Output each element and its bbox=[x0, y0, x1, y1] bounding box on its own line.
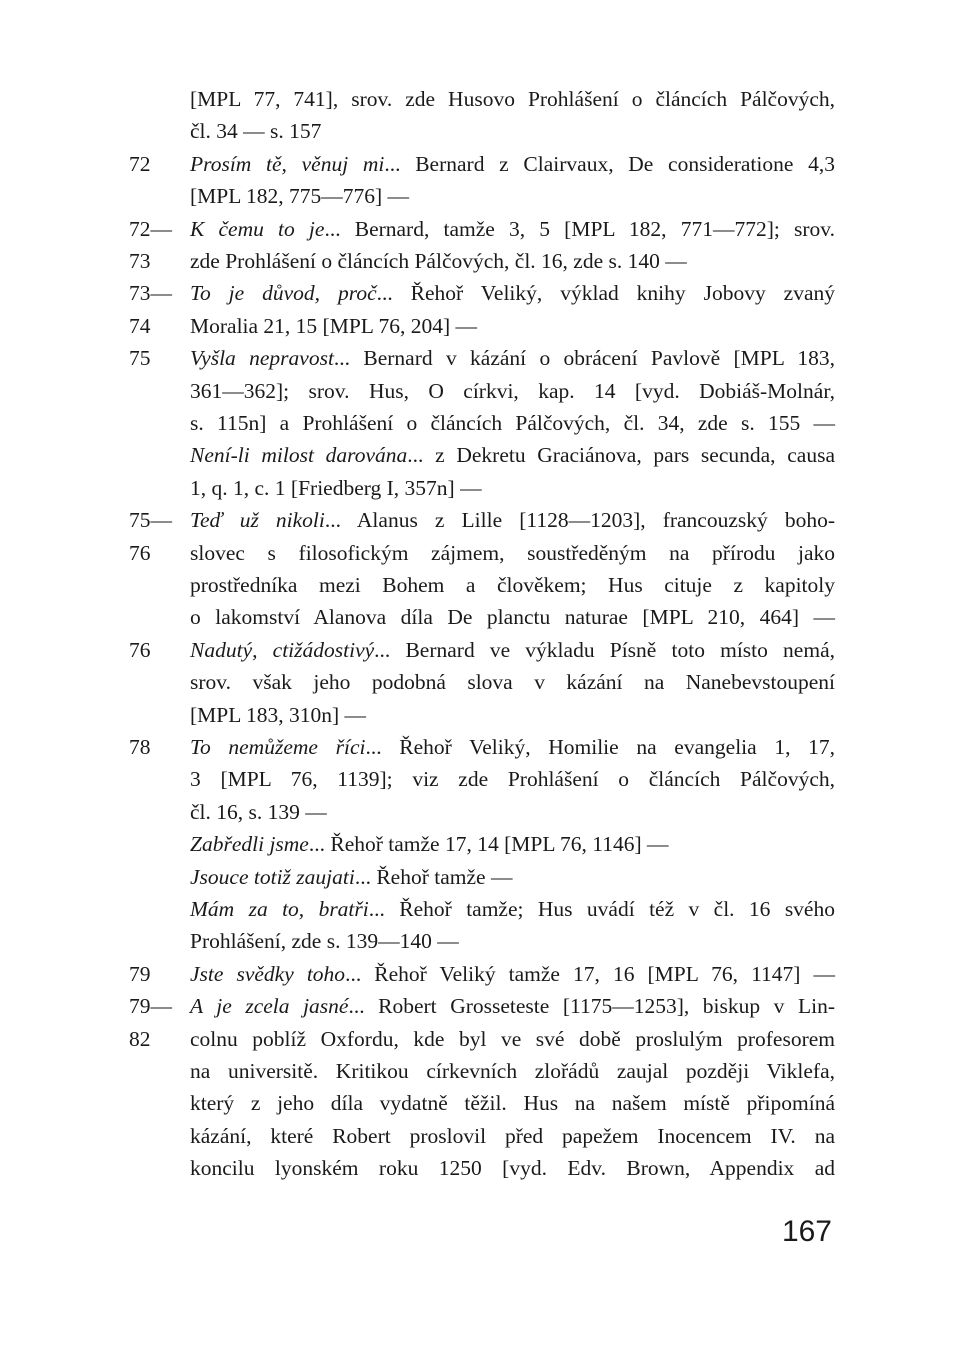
line-number: 75— bbox=[129, 508, 172, 533]
quoted-incipit: Prosím tě, věnuj mi bbox=[190, 151, 385, 176]
note-body: [MPL 183, 310n] — bbox=[190, 702, 366, 727]
note-text bbox=[190, 472, 835, 504]
quoted-incipit: A je zcela jasné bbox=[190, 994, 349, 1019]
note-text bbox=[190, 699, 835, 731]
note-text bbox=[190, 796, 835, 828]
note-text bbox=[190, 893, 835, 925]
note-text bbox=[190, 666, 835, 698]
line-number: 82 bbox=[129, 1026, 151, 1051]
note-body: ... Bernard, tamže 3, 5 [MPL 182, 771—772]; srov. bbox=[324, 216, 835, 241]
note-text bbox=[190, 1023, 835, 1055]
note-body: [MPL 182, 775—776] — bbox=[190, 184, 409, 209]
note-text bbox=[190, 342, 835, 374]
note-body: Prohlášení, zde s. 139—140 — bbox=[190, 929, 459, 954]
note-body: slovec s filosofickým zájmem, soustředěným na přírodu jako bbox=[190, 540, 835, 565]
quoted-incipit: Zabředli jsme bbox=[190, 832, 309, 857]
note-text bbox=[190, 245, 835, 277]
line-number: 79 bbox=[129, 961, 151, 986]
quoted-incipit: Vyšla nepravost bbox=[190, 346, 334, 371]
note-text bbox=[190, 213, 835, 245]
quoted-incipit: Teď už nikoli bbox=[190, 508, 325, 533]
note-body: který z jeho díla vydatně těžil. Hus na našem místě připomíná bbox=[190, 1091, 835, 1116]
note-body: čl. 16, s. 139 — bbox=[190, 799, 327, 824]
note-text bbox=[190, 407, 835, 439]
note-text bbox=[190, 277, 835, 309]
line-number: 74 bbox=[129, 313, 151, 338]
note-body: ... Bernard ve výkladu Písně toto místo nemá, bbox=[374, 637, 835, 662]
note-text bbox=[190, 925, 835, 957]
note-body: koncilu lyonském roku 1250 [vyd. Edv. Brown, Appendix ad bbox=[190, 1156, 835, 1181]
note-body: ... Řehoř Veliký, Homilie na evangelia 1, 17, bbox=[365, 735, 835, 759]
quoted-incipit: To nemůžeme říci bbox=[190, 735, 366, 759]
note-body: o lakomství Alanova díla De planctu naturae [MPL 210, 464] — bbox=[190, 605, 835, 630]
note-text bbox=[190, 731, 835, 763]
quoted-incipit: K čemu to je bbox=[190, 216, 325, 241]
note-body: čl. 34 — s. 157 bbox=[190, 119, 322, 144]
line-number: 76 bbox=[129, 637, 151, 662]
note-body: 3 [MPL 76, 1139]; viz zde Prohlášení o článcích Pálčových, bbox=[190, 767, 835, 792]
note-text bbox=[190, 569, 835, 601]
note-body: na universitě. Kritikou církevních zlořádů zaujal později Viklefa, bbox=[190, 1059, 835, 1083]
note-body: ... Alanus z Lille [1128—1203], francouzský boho- bbox=[324, 508, 836, 533]
note-text bbox=[190, 1120, 835, 1152]
note-body: Moralia 21, 15 [MPL 76, 204] — bbox=[190, 313, 478, 338]
note-body: srov. však jeho podobná slova v kázání na Nanebevstoupení bbox=[190, 670, 835, 695]
note-text bbox=[190, 180, 835, 212]
note-text bbox=[190, 601, 835, 633]
note-body: ... Řehoř Veliký tamže 17, 16 [MPL 76, 1147] — bbox=[345, 961, 836, 986]
quoted-incipit: Jste svědky toho bbox=[190, 961, 346, 986]
note-body: kázání, které Robert proslovil před papežem Inocencem IV. na bbox=[190, 1123, 835, 1148]
note-body: ... Řehoř tamže; Hus uvádí též v čl. 16 svého bbox=[368, 897, 835, 921]
note-body: ... Bernard z Clairvaux, De consideratione 4,3 bbox=[384, 151, 835, 176]
note-text bbox=[190, 861, 835, 893]
line-number: 76 bbox=[129, 540, 151, 565]
note-text bbox=[190, 763, 835, 795]
note-text bbox=[190, 504, 835, 536]
note-text bbox=[190, 1152, 835, 1184]
note-text bbox=[190, 439, 835, 471]
note-text bbox=[190, 375, 835, 407]
line-number: 78 bbox=[129, 735, 151, 759]
note-text bbox=[190, 958, 835, 990]
line-number: 72 bbox=[129, 151, 151, 176]
note-text bbox=[190, 83, 835, 115]
note-body: [MPL 77, 741], srov. zde Husovo Prohlášení o článcích Pálčových, bbox=[190, 87, 835, 111]
note-body: s. 115n] a Prohlášení o článcích Pálčových, čl. 34, zde s. 155 — bbox=[190, 411, 835, 435]
note-text bbox=[190, 828, 835, 860]
note-body: 1, q. 1, c. 1 [Friedberg I, 357n] — bbox=[190, 475, 482, 500]
note-text bbox=[190, 1055, 835, 1087]
quoted-incipit: Není-li milost darována bbox=[190, 443, 408, 468]
quoted-incipit: Jsouce totiž zaujati bbox=[190, 864, 355, 889]
note-body: colnu poblíž Oxfordu, kde byl ve své době proslulým profesorem bbox=[190, 1026, 835, 1051]
note-body: ... Bernard v kázání o obrácení Pavlově [MPL 183, bbox=[333, 346, 835, 371]
note-body: ... Řehoř Veliký, výklad knihy Jobovy zvaný bbox=[376, 281, 835, 306]
line-number: 72— bbox=[129, 216, 172, 241]
quoted-incipit: To je důvod, proč bbox=[190, 281, 377, 306]
line-number: 73— bbox=[129, 281, 172, 306]
line-number: 79— bbox=[129, 994, 172, 1019]
note-body: 361—362]; srov. Hus, O církvi, kap. 14 [vyd. Dobiáš-Molnár, bbox=[190, 378, 835, 403]
note-body: ... Řehoř tamže 17, 14 [MPL 76, 1146] — bbox=[308, 832, 669, 857]
note-text bbox=[190, 310, 835, 342]
note-body: prostředníka mezi Bohem a člověkem; Hus cituje z kapitoly bbox=[190, 573, 835, 597]
quoted-incipit: Mám za to, bratři bbox=[190, 897, 369, 921]
note-text bbox=[190, 115, 835, 147]
line-number: 73 bbox=[129, 249, 151, 273]
line-number: 75 bbox=[129, 346, 151, 371]
page-number: 167 bbox=[781, 1215, 832, 1248]
note-text bbox=[190, 537, 835, 569]
note-text bbox=[190, 990, 835, 1022]
note-body: ... Robert Grosseteste [1175—1253], biskup v Lin- bbox=[348, 994, 835, 1019]
note-body: ... z Dekretu Graciánova, pars secunda, causa bbox=[407, 443, 835, 468]
note-text bbox=[190, 1087, 835, 1119]
note-body: zde Prohlášení o článcích Pálčových, čl. 16, zde s. 140 — bbox=[190, 249, 687, 273]
note-text bbox=[190, 148, 835, 180]
note-text bbox=[190, 634, 835, 666]
quoted-incipit: Nadutý, ctižádostivý bbox=[190, 637, 375, 662]
note-body: ... Řehoř tamže — bbox=[354, 864, 513, 889]
